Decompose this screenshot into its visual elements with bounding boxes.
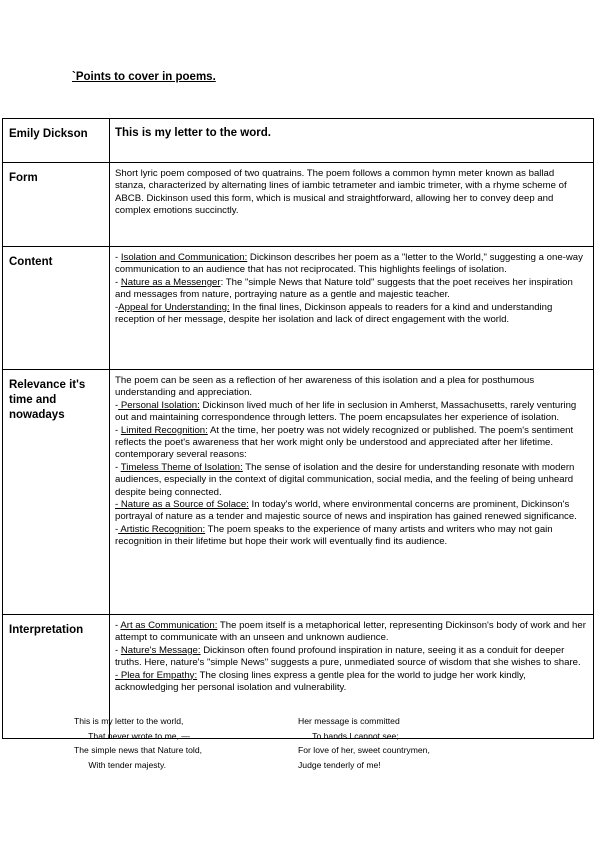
poem-line: To hands I cannot see; bbox=[298, 730, 399, 741]
form-text bbox=[110, 163, 594, 247]
content-item: -Appeal for Understanding: In the final lines, Dickinson appeals to readers for a kind and understanding reception of her message, despite her isolation and lack of direct engagement with the world. bbox=[115, 301, 553, 326]
poem-title-cell: This is my letter to the word. bbox=[110, 119, 594, 163]
relevance-text bbox=[110, 370, 594, 615]
content-item: - Isolation and Communication: Dickinson describes her poem as a "letter to the World," suggesting a one-way communication to an audience that has not reciprocated. This highlights feelings of isolation. bbox=[115, 252, 583, 276]
relevance-term: Timeless Theme of Isolation: bbox=[120, 461, 243, 473]
interpretation-item: - Nature's Message: Dickinson often found profound inspiration in nature, seeing it as a conduit for deeper truths. Here, nature's "simple News" suggests a pure, unmediated source of wisdom that she wishes to share. bbox=[115, 644, 581, 669]
interpretation-label: Interpretation bbox=[3, 615, 110, 739]
content-term: Nature as a Messenger bbox=[120, 276, 221, 288]
interpretation-term: Nature's Message: bbox=[120, 644, 201, 656]
relevance-term: - Nature as a Source of Solace: bbox=[115, 499, 249, 511]
relevance-intro: The poem can be seen as a reflection of her awareness of this isolation and a plea for posthumous understanding and appreciation. bbox=[115, 375, 535, 399]
interpretation-term: Art as Communication: bbox=[120, 620, 218, 631]
relevance-item: - Nature as a Source of Solace: In today's world, where environmental concerns are prominent, Dickinson's portrayal of nature as a tender and majestic source of news and inspiration has gained renewed significance. bbox=[115, 499, 577, 523]
poem-line: Her message is committed bbox=[298, 716, 400, 726]
table-row-header bbox=[3, 119, 594, 163]
table-row-relevance bbox=[3, 370, 594, 615]
relevance-term: Artistic Recognition: bbox=[118, 523, 206, 535]
poem-line: For love of her, sweet countrymen, bbox=[298, 745, 430, 755]
content-text bbox=[110, 247, 594, 370]
relevance-label: Relevance it's time and nowadays bbox=[3, 370, 110, 615]
relevance-term: Limited Recognition: bbox=[120, 424, 208, 436]
relevance-term: Personal Isolation: bbox=[118, 399, 200, 411]
content-term: Appeal for Understanding: bbox=[118, 301, 230, 313]
relevance-item: - Personal Isolation: Dickinson lived much of her life in seclusion in Amherst, Massachusetts, rarely venturing out and maintaining correspondence through letters. The poem encapsulates her experience of isolation. bbox=[115, 399, 577, 424]
poem-line: With tender majesty. bbox=[74, 759, 167, 770]
poem-analysis-table bbox=[2, 118, 594, 739]
content-label: Content bbox=[3, 247, 110, 370]
poem-stanza-1 bbox=[74, 714, 202, 772]
poem-line: That never wrote to me, — bbox=[74, 730, 190, 741]
form-paragraph: Short lyric poem composed of two quatrains. The poem follows a common hymn meter known as ballad stanza, characterized by alternating lines of iambic tetrameter and iambic trimeter, with a rhyme scheme of ABCB. Dickinson used this form, which is musical and straightforward, allowing her to convey deep and complex emotions succinctly. bbox=[115, 168, 567, 217]
relevance-item: - Timeless Theme of Isolation: The sense of isolation and the desire for understanding resonate with modern audiences, especially in the context of digital communication, social media, and the feeling of being unheard despite being connected. bbox=[115, 461, 575, 498]
content-item: - Nature as a Messenger: The "simple News that Nature told" suggests that the poet receives her inspiration and messages from nature, portraying nature as a gentle and majestic teacher. bbox=[115, 276, 573, 301]
table-row-content bbox=[3, 247, 594, 370]
content-term: Isolation and Communication: bbox=[120, 252, 248, 263]
relevance-contemporary: contemporary several reasons: bbox=[115, 449, 247, 461]
interpretation-term: - Plea for Empathy: bbox=[115, 669, 198, 681]
poem-line: The simple news that Nature told, bbox=[74, 745, 203, 755]
poem-line: This is my letter to the world, bbox=[74, 716, 184, 726]
page-heading: `Points to cover in poems. bbox=[72, 71, 216, 83]
interpretation-item: - Plea for Empathy: The closing lines express a gentle plea for the world to judge her work kindly, acknowledging her personal isolation and vulnerability. bbox=[115, 669, 526, 694]
relevance-item: - Limited Recognition: At the time, her poetry was not widely recognized or published. The poem's sentiment reflects the poet's awareness that her work might only be understood and appreciated after her lifetime. bbox=[115, 424, 574, 449]
form-label: Form bbox=[3, 163, 110, 247]
poem-line: Judge tenderly of me! bbox=[298, 759, 381, 770]
interpretation-item: - Art as Communication: The poem itself is a metaphorical letter, representing Dickinson's body of work and her attempt to communicate with an unseen and unknown audience. bbox=[115, 620, 586, 644]
author-cell: Emily Dickson bbox=[3, 119, 110, 163]
poem-stanza-2 bbox=[298, 714, 430, 772]
relevance-item: - Artistic Recognition: The poem speaks to the experience of many artists and writers who may not gain recognition in their lifetime but hope their work will eventually find its audience. bbox=[115, 523, 553, 548]
table-row-form bbox=[3, 163, 594, 247]
